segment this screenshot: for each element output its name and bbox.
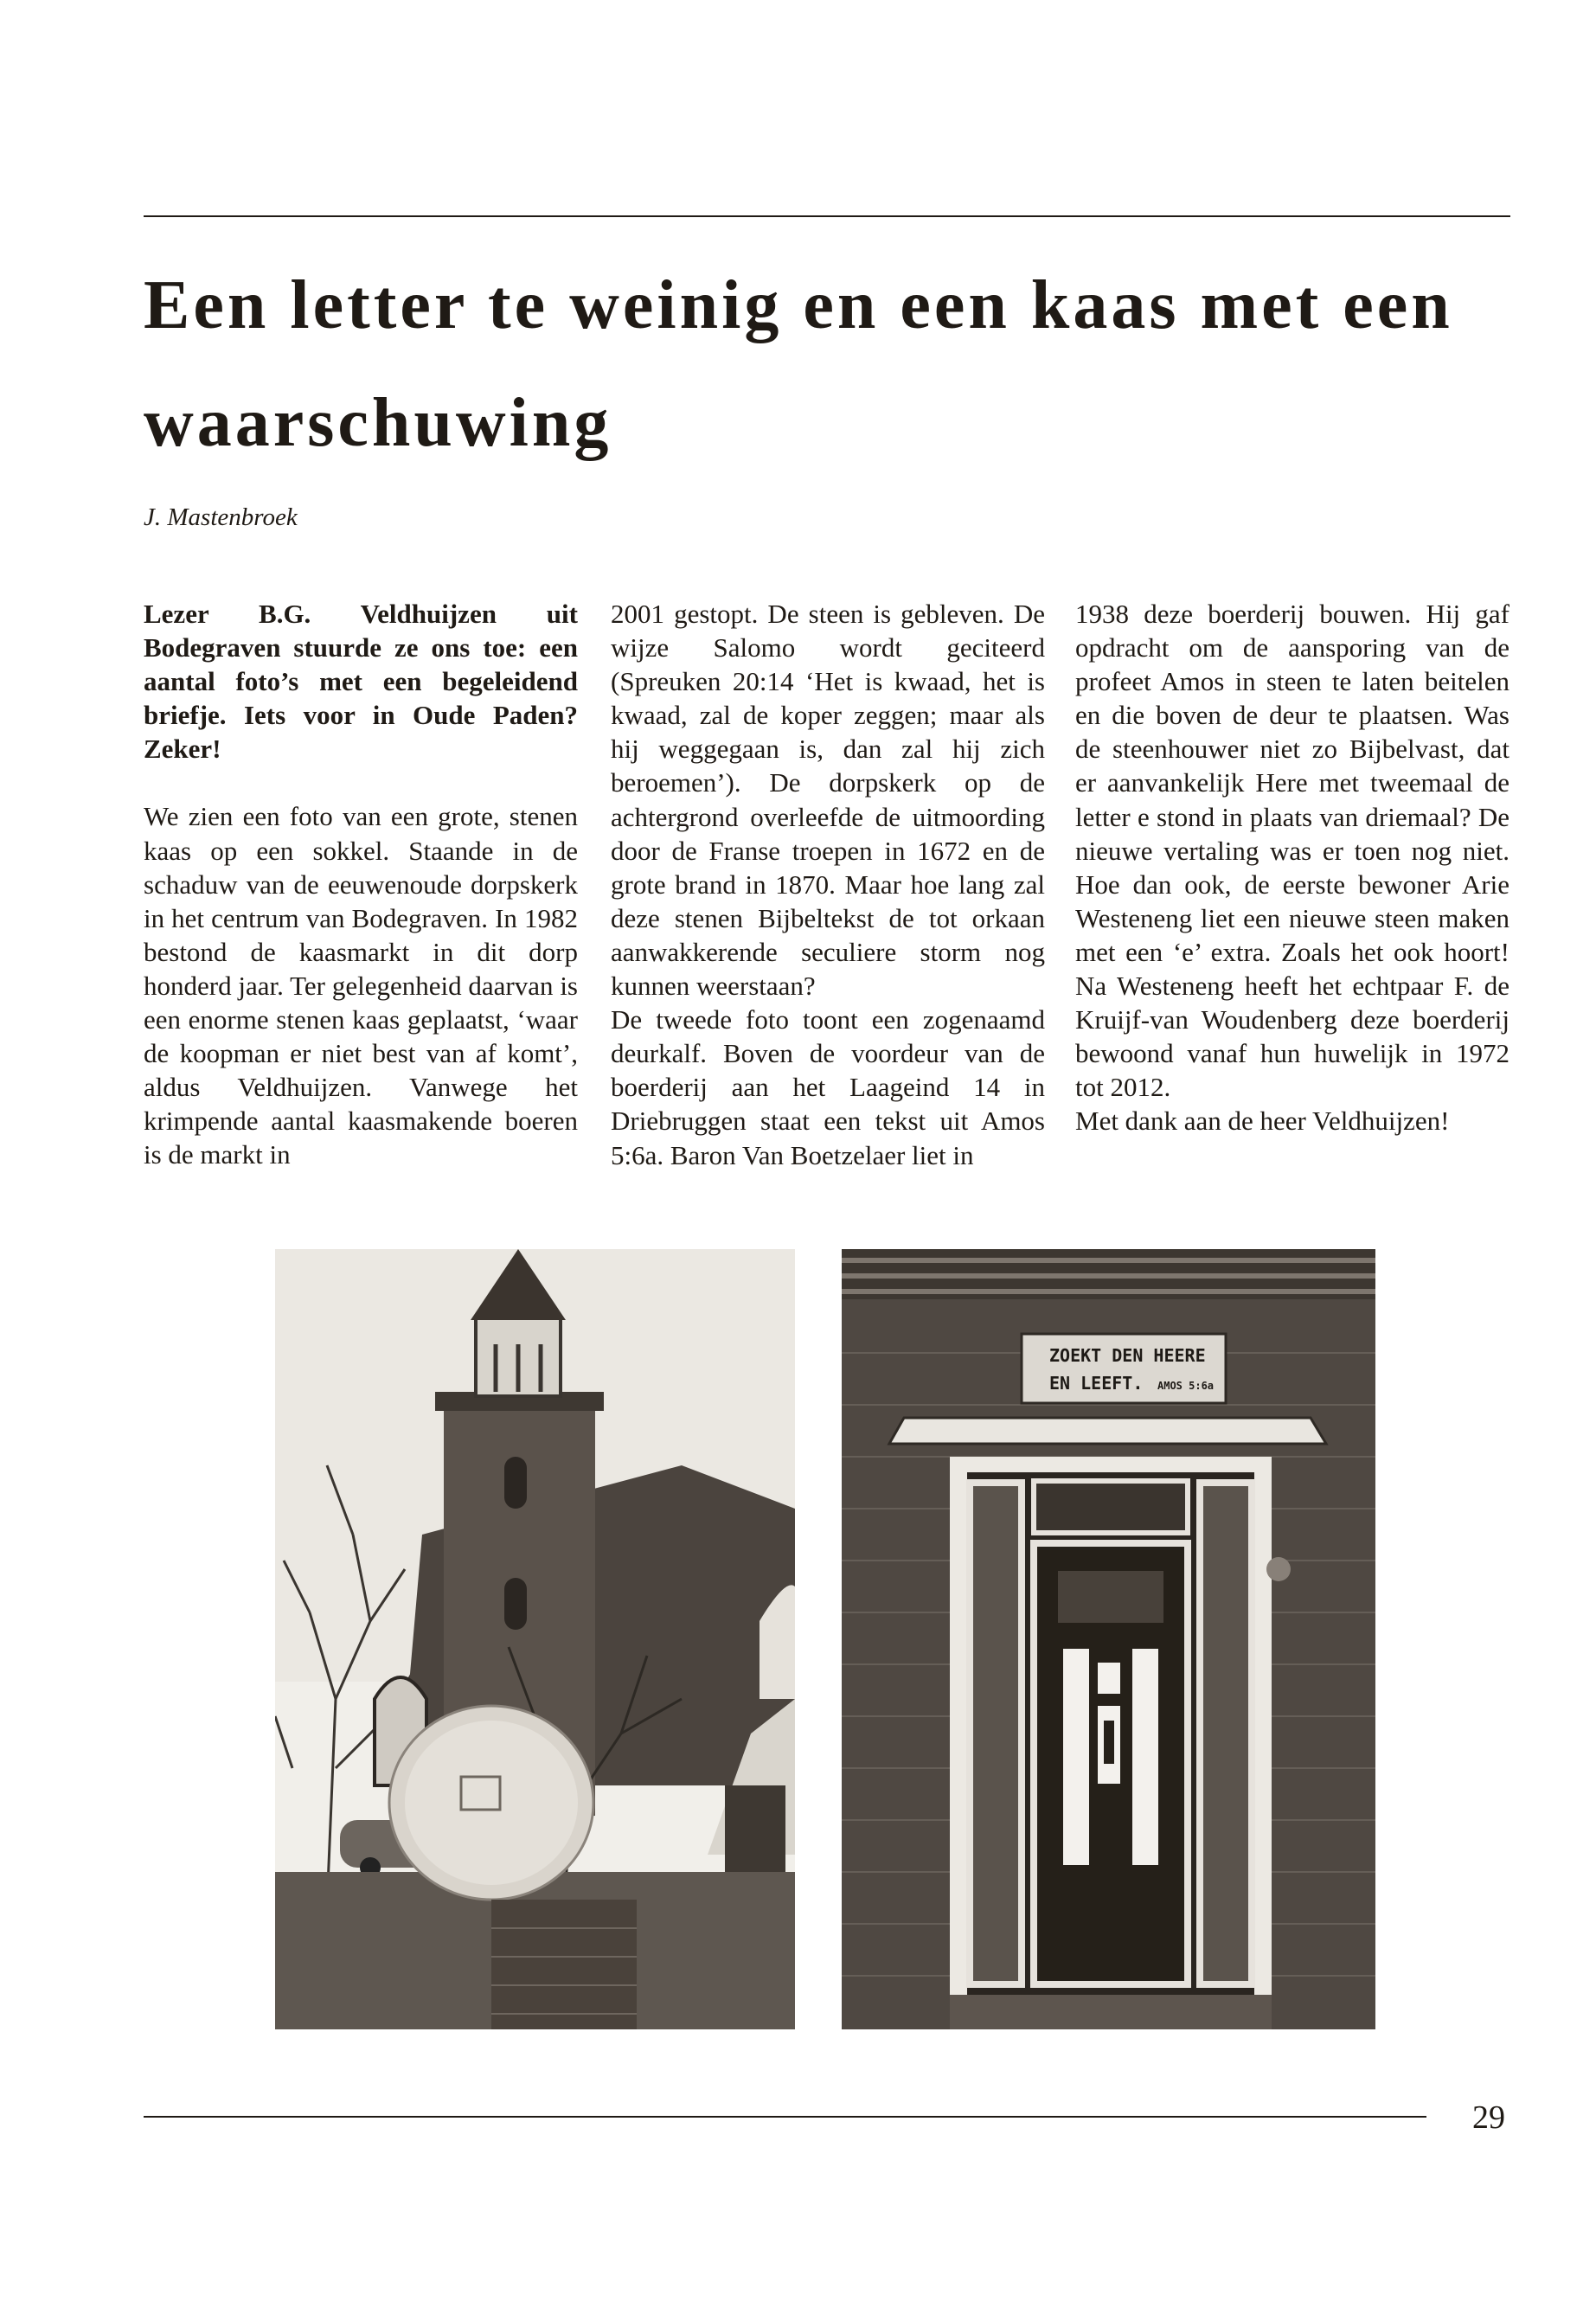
article-title: Een letter te weinig en een kaas met een waarschuwing [144, 267, 1453, 461]
plaque-text-line1: ZOEKT DEN HEERE [1049, 1345, 1206, 1366]
body-paragraph: 1938 deze boerderij bouwen. Hij gaf opdracht om de aansporing van de profeet Amos in steen te laten beitelen en die boven de deur te plaatsen. Was de steenhouwer niet zo Bijbelvast, dat er aanvankelijk Here met tweemaal de letter e stond in plaats van driemaal? De nieuwe vertaling was er toen nog niet. Hoe dan ook, de eerste bewoner Arie Westeneng liet een nieuwe steen maken met een ‘e’ extra. Zoals het ook hoort! Na Westeneng heeft het echtpaar F. de Kruijf-van Woudenberg deze boerderij bewoond vanaf hun huwelijk in 1972 tot 2012. [1075, 599, 1509, 1103]
text-column-2 [611, 597, 1045, 1172]
top-rule [144, 215, 1510, 217]
text-column-3 [1075, 597, 1509, 1138]
article-lead: Lezer B.G. Veldhuijzen uit Bodegraven stuurde ze ons toe: een aantal foto’s met een begeleidend briefje. Iets voor in Oude Paden? Zeker! [144, 599, 578, 765]
body-paragraph: De tweede foto toont een zogenaamd deurkalf. Boven de voordeur van de boerderij aan het Laageind 14 in Driebruggen staat een tekst uit Amos 5:6a. Baron Van Boetzelaer liet in [611, 1004, 1045, 1170]
farmhouse-door-photo [842, 1249, 1375, 2029]
plaque-text-reference: AMOS 5:6a [1157, 1380, 1215, 1392]
church-cheese-photo [275, 1249, 795, 2029]
page-number: 29 [1472, 2099, 1505, 2136]
body-paragraph: We zien een foto van een grote, stenen kaas op een sokkel. Staande in de schaduw van de eeuwenoude dorpskerk in het centrum van Bodegraven. In 1982 bestond de kaasmarkt in dit dorp honderd jaar. Ter gelegenheid daarvan is een enorme stenen kaas geplaatst, ‘waar de koopman er niet best van af komt’, aldus Veldhuijzen. Vanwege het krimpende aantal kaasmakende boeren is de markt in [144, 801, 578, 1170]
body-paragraph: 2001 gestopt. De steen is gebleven. De wijze Salomo wordt geciteerd (Spreuken 20:14 ‘Het is kwaad, het is kwaad, zal de koper zeggen; maar als hij weggegaan is, dan zal hij zich beroemen’). De dorpskerk op de achtergrond overleefde de uitmoording door de Franse troepen in 1672 en de grote brand in 1870. Maar hoe lang zal deze stenen Bijbeltekst de tot orkaan aanwakkerende seculiere storm nog kunnen weerstaan? [611, 599, 1045, 1002]
body-paragraph: Met dank aan de heer Veldhuijzen! [1075, 1106, 1450, 1137]
footer-rule [144, 2116, 1426, 2118]
plaque-text-line2: EN LEEFT. [1049, 1373, 1144, 1394]
article-author: J. Mastenbroek [144, 503, 298, 531]
text-column-1 [144, 597, 578, 1172]
